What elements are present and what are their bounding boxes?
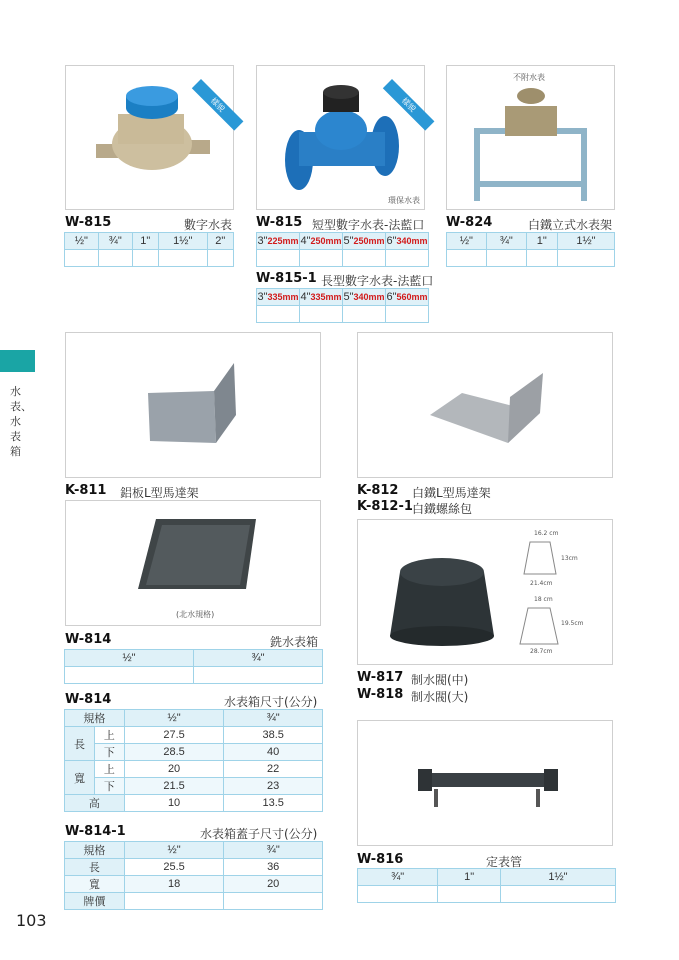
w824-code: W-824 [446,215,493,230]
value-cell: 36 [224,859,323,876]
value-cell: 25.5 [124,859,224,876]
row-label: 牌價 [65,893,125,910]
value-cell: 21.5 [124,778,224,795]
length-value: 335mm [267,292,299,302]
length-value: 225mm [267,236,299,246]
sub-label: 下 [94,778,124,795]
w815-1-size-table [256,288,429,323]
w815-image-frame [65,65,234,210]
w815-1-name: 長型數字水表-法藍口 [321,274,434,288]
w814-1-name: 水表箱蓋子尺寸(公分) [200,827,318,841]
w814-dim-name: 水表箱尺寸(公分) [224,695,318,709]
tag-text: 樣貌 [192,79,244,131]
row-label: 高 [65,795,125,812]
value-cell [224,893,323,910]
image-caption: (北水規格) [176,610,215,619]
image-caption: 不附水表 [513,73,545,82]
w816-name: 定表管 [486,855,523,869]
size-cell [300,289,343,306]
length-value: 250mm [353,236,385,246]
size-cell: 1½" [557,233,614,250]
w817-name: 制水閥(中) [411,673,469,687]
dimension-diagram [358,520,612,664]
header-cell: 規格 [65,842,125,859]
size-cell [300,233,343,250]
value-cell: 28.5 [124,744,224,761]
k812-code: K-812 [357,483,399,498]
sub-label: 上 [94,761,124,778]
k812-image-frame [357,332,613,478]
image-caption: 環保水表 [388,196,420,205]
size-value: 5" [343,291,354,303]
row-label: 長 [65,727,95,761]
dim-bottom-large: 28.7cm [530,648,553,655]
meter-stand-photo [447,66,614,209]
size-cell [386,289,429,306]
sub-label: 上 [94,727,124,744]
size-cell: 1" [438,869,501,886]
tag-ribbon [195,66,233,114]
w824-image-frame [446,65,615,210]
value-cell: 10 [124,795,224,812]
dim-height-small: 13cm [561,555,578,562]
w824-name: 白鐵立式水表架 [528,218,613,232]
k812-1-code: K-812-1 [357,499,413,514]
k811-name: 鋁板L型馬達架 [120,486,199,500]
w824-size-table [446,232,615,267]
w816-size-table [357,868,616,903]
size-value: 3" [257,291,268,303]
dim-height-large: 19.5cm [561,620,584,627]
w814-name: 銑水表箱 [270,635,319,649]
header-cell: ¾" [224,710,323,727]
w815-name: 數字水表 [184,218,233,232]
size-cell: ½" [447,233,487,250]
w815-flanged-image-frame [256,65,425,210]
w816-code: W-816 [357,852,404,867]
value-cell: 20 [224,876,323,893]
size-cell: 2" [207,233,234,250]
tag-ribbon [386,66,424,114]
header-cell: ½" [124,842,224,859]
w818-name: 制水閥(大) [411,690,469,704]
size-value: 4" [300,235,311,247]
w815-flanged-name: 短型數字水表-法藍口 [312,218,425,232]
l-bracket-photo [66,333,320,477]
row-label: 長 [65,859,125,876]
tag-text: 樣貌 [383,79,435,131]
size-cell [257,233,300,250]
w814-code: W-814 [65,632,112,647]
section-tab-label: 水表、水表箱 [10,385,32,458]
header-cell: ½" [124,710,224,727]
value-cell: 40 [224,744,323,761]
size-cell: ¾" [98,233,132,250]
size-cell [343,233,386,250]
w816-image-frame [357,720,613,846]
w818-code: W-818 [357,687,404,702]
w814-dim-code: W-814 [65,692,112,707]
row-label: 寬 [65,761,95,795]
k811-code: K-811 [65,483,107,498]
row-label: 寬 [65,876,125,893]
dim-top-large: 18 cm [534,596,553,603]
section-tab-marker [0,350,35,372]
value-cell [124,893,224,910]
value-cell: 18 [124,876,224,893]
w814-1-code: W-814-1 [65,824,126,839]
length-value: 340mm [353,292,385,302]
page-number: 103 [16,911,47,930]
length-value: 250mm [310,236,342,246]
size-cell: 1" [526,233,557,250]
w815-flanged-code: W-815 [256,215,303,230]
w814-size-table [64,649,323,684]
cast-iron-box-photo [66,501,320,625]
size-cell: 1" [132,233,158,250]
k811-image-frame [65,332,321,478]
w814-dimension-table [64,709,323,812]
header-cell: ¾" [224,842,323,859]
k812-1-name: 白鐵螺絲包 [412,502,473,516]
meter-pipe-photo [358,721,612,845]
w814-image-frame [65,500,321,626]
header-cell: 規格 [65,710,125,727]
w817-code: W-817 [357,670,404,685]
length-value: 560mm [396,292,428,302]
value-cell: 13.5 [224,795,323,812]
dim-bottom-small: 21.4cm [530,580,553,587]
value-cell: 23 [224,778,323,795]
value-cell: 22 [224,761,323,778]
length-value: 340mm [396,236,428,246]
size-cell: 1½" [159,233,207,250]
size-cell [343,289,386,306]
steel-bracket-photo [358,333,612,477]
w815-1-code: W-815-1 [256,271,317,286]
value-cell: 20 [124,761,224,778]
size-cell: ½" [65,233,99,250]
size-cell: 1½" [501,869,616,886]
length-value: 335mm [310,292,342,302]
value-cell: 38.5 [224,727,323,744]
size-cell: ¾" [194,650,323,667]
w814-1-lid-table [64,841,323,910]
k812-name: 白鐵L型馬達架 [412,486,491,500]
w815-size-table [64,232,234,267]
size-value: 5" [343,235,354,247]
size-cell: ½" [65,650,194,667]
value-cell: 27.5 [124,727,224,744]
size-cell [257,289,300,306]
size-value: 3" [257,235,268,247]
size-value: 6" [386,235,397,247]
size-value: 4" [300,291,311,303]
size-value: 6" [386,291,397,303]
sub-label: 下 [94,744,124,761]
w817-image-frame [357,519,613,665]
size-cell: ¾" [358,869,438,886]
w815-code: W-815 [65,215,112,230]
w815-flanged-size-table [256,232,429,267]
dim-top-small: 16.2 cm [534,530,559,537]
size-cell [386,233,429,250]
size-cell: ¾" [486,233,526,250]
